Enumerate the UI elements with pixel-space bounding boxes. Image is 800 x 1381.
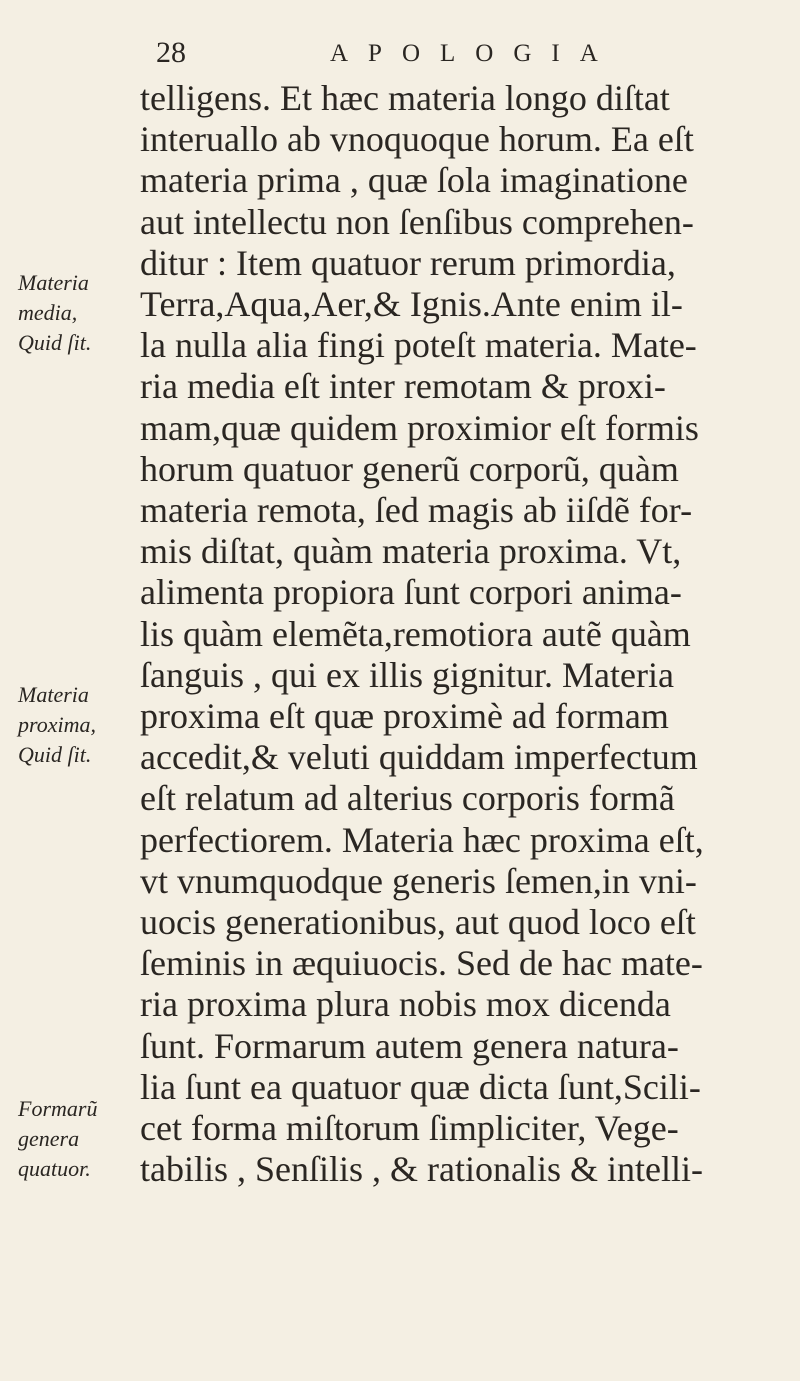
text-line: ſunt. Formarum autem genera natura- [140, 1025, 679, 1066]
margin-note-line: genera [18, 1126, 80, 1151]
text-line: ditur : Item quatuor rerum primordia, [140, 242, 676, 283]
text-line: ria proxima plura nobis mox dicenda [140, 984, 671, 1025]
text-line: perfectiorem. Materia hæc proxima eſt, [140, 819, 704, 860]
text-line: mam,quæ quidem proximior eſt formis [140, 407, 699, 448]
margin-note-line: quatuor. [18, 1156, 91, 1181]
text-line: aut intellectu non ſenſibus comprehen- [140, 201, 694, 242]
page-header [156, 36, 756, 76]
text-line: cet forma miſtorum ſimpliciter, Vege- [140, 1108, 679, 1148]
text-line: ſanguis , qui ex illis gignitur. Materia [140, 654, 674, 695]
margin-note-line: Materia [18, 682, 89, 707]
running-title: APOLOGIA [330, 40, 618, 67]
text-line: horum quatuor generũ corporũ, quàm [140, 448, 679, 489]
margin-note-line: Quid ſit. [18, 742, 92, 767]
page-number: 28 [156, 36, 186, 69]
text-line: la nulla alia fingi poteſt materia. Mate- [140, 325, 697, 366]
margin-note-line: Materia [18, 270, 89, 295]
text-line: accedit,& veluti quiddam imperfectum [140, 737, 698, 778]
margin-note-materia-media [18, 268, 148, 358]
text-line: Terra,Aqua,Aer,& Ignis.Ante enim il- [140, 284, 683, 324]
text-line: interuallo ab vnoquoque horum. Ea eſt [140, 119, 694, 160]
text-line: uocis generationibus, aut quod loco eſt [140, 902, 696, 942]
text-line: mis diſtat, quàm materia proxima. Vt, [140, 531, 682, 572]
margin-note-formarum-genera [18, 1094, 148, 1184]
text-line: proxima eſt quæ proximè ad formam [140, 696, 669, 736]
text-line: materia prima , quæ ſola imaginatione [140, 160, 688, 201]
margin-note-materia-proxima [18, 680, 148, 770]
margin-note-line: media, [18, 300, 78, 325]
text-line: lis quàm elemẽta,remotiora autẽ quàm [140, 613, 691, 654]
text-line: vt vnumquodque generis ſemen,in vni- [140, 860, 697, 901]
text-line: tabilis , Senſilis , & rationalis & intelli- [140, 1149, 703, 1190]
text-line: materia remota, ſed magis ab iiſdẽ for- [140, 490, 693, 530]
text-line: ria media eſt inter remotam & proxi- [140, 366, 666, 407]
text-line: lia ſunt ea quatuor quæ dicta ſunt,Scili- [140, 1066, 701, 1107]
text-line: telligens. Et hæc materia longo diſtat [140, 78, 670, 118]
margin-note-line: Quid ſit. [18, 330, 92, 355]
text-line: eſt relatum ad alterius corporis formã [140, 778, 675, 819]
margin-note-line: proxima, [18, 712, 97, 737]
margin-note-line: Formarũ [18, 1096, 98, 1121]
text-line: ſeminis in æquiuocis. Sed de hac mate- [140, 943, 703, 984]
text-line: alimenta propiora ſunt corpori anima- [140, 572, 682, 613]
